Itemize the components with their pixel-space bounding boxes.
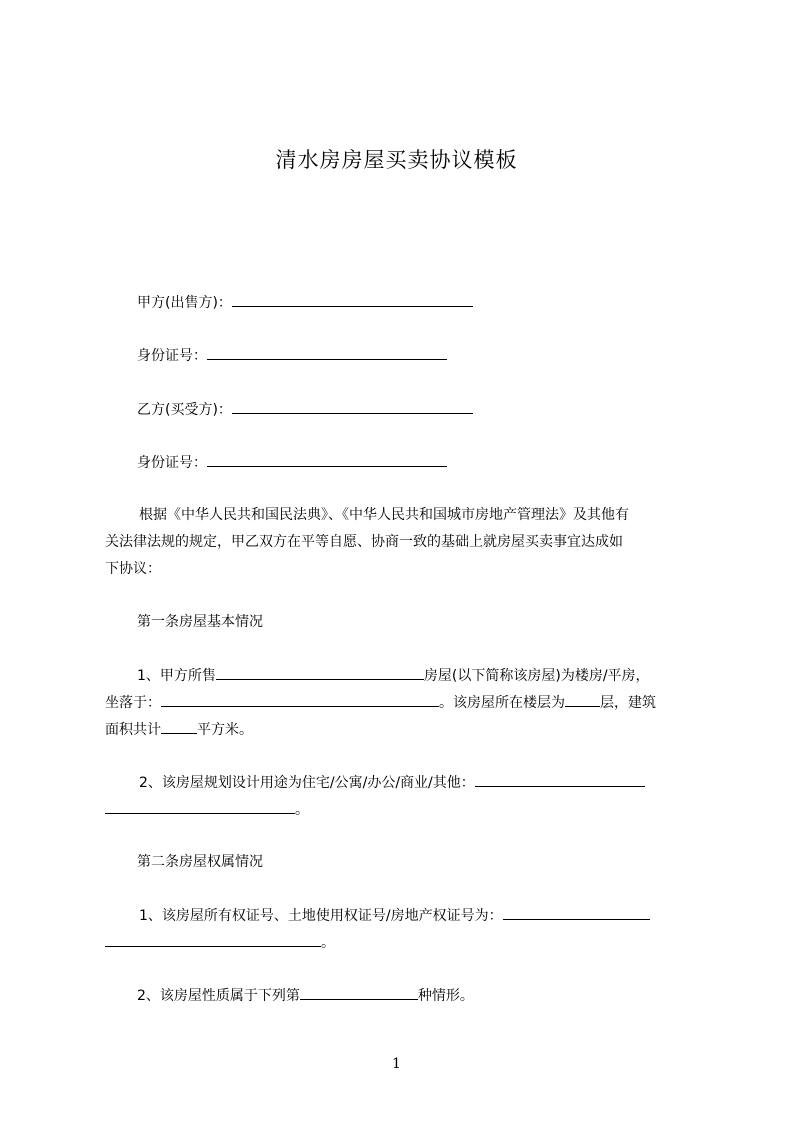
a1-item1-loc-prefix: 坐落于： (105, 695, 161, 711)
usage-blank[interactable] (475, 772, 645, 787)
a1-item2-line1 (105, 772, 736, 793)
location-blank[interactable] (161, 692, 439, 707)
intro-line-1: 根据《中华人民共和国民法典》、《中华人民共和国城市房地产管理法》及其他有 (139, 507, 629, 523)
a2-item1-period: 。 (321, 935, 335, 951)
a2-item2-suffix: 种情形。 (417, 988, 474, 1004)
party-a-label: 甲方(出售方)： (137, 295, 232, 311)
a2-item1-line2 (105, 932, 702, 953)
page-number: 1 (392, 1056, 401, 1072)
article2-title: 第二条房屋权属情况 (137, 854, 263, 870)
cert-number-blank[interactable] (503, 905, 650, 920)
cert-number-blank-cont[interactable] (105, 932, 321, 947)
a1-item1-floor: 。该房屋所在楼层为 (439, 695, 565, 711)
intro-line-3: 下协议： (105, 561, 161, 577)
intro-line-2: 关法律法规的规定，甲乙双方在平等自愿、协商一致的基础上就房屋买卖事宜达成如 (105, 534, 623, 550)
party-a-blank[interactable] (232, 292, 473, 307)
a1-item1-line2 (105, 692, 702, 713)
id-a-line (105, 345, 734, 366)
a2-item2-prefix: 2、该房屋性质属于下列第 (137, 988, 300, 1004)
house-name-blank[interactable] (216, 665, 424, 680)
id-a-label: 身份证号： (137, 348, 207, 364)
a1-item1-area-prefix: 面积共计 (105, 722, 161, 738)
a1-item1-area-suffix: 平方米。 (197, 722, 253, 738)
id-b-line (105, 452, 734, 473)
area-blank[interactable] (161, 719, 197, 734)
id-b-label: 身份证号： (137, 455, 207, 471)
floor-blank[interactable] (565, 692, 600, 707)
party-a-line (105, 292, 734, 313)
a1-item1-floor-suffix: 层，建筑 (600, 695, 656, 711)
party-b-blank[interactable] (232, 399, 473, 414)
a2-item2-line (105, 985, 734, 1006)
usage-blank-cont[interactable] (105, 799, 295, 814)
id-a-blank[interactable] (207, 345, 447, 360)
article1-title: 第一条房屋基本情况 (137, 614, 263, 630)
a1-item1-prefix: 1、甲方所售 (137, 668, 216, 684)
a1-item1-mid: 房屋(以下简称该房屋)为楼房/平房， (423, 668, 650, 684)
a1-item2-prefix: 2、该房屋规划设计用途为住宅/公寓/办公/商业/其他： (139, 775, 475, 791)
a2-item1-prefix: 1、该房屋所有权证号、土地使用权证号/房地产权证号为： (139, 908, 503, 924)
a2-item1-line1 (105, 905, 736, 926)
page-title: 清水房房屋买卖协议模板 (275, 148, 518, 172)
a1-item2-line2 (105, 799, 702, 820)
party-b-line (105, 399, 734, 420)
id-b-blank[interactable] (207, 452, 447, 467)
a1-item1-line3 (105, 719, 702, 740)
party-b-label: 乙方(买受方)： (137, 402, 232, 418)
nature-blank[interactable] (300, 985, 418, 1000)
a1-item2-period: 。 (295, 802, 309, 818)
a1-item1-line1 (105, 665, 734, 686)
